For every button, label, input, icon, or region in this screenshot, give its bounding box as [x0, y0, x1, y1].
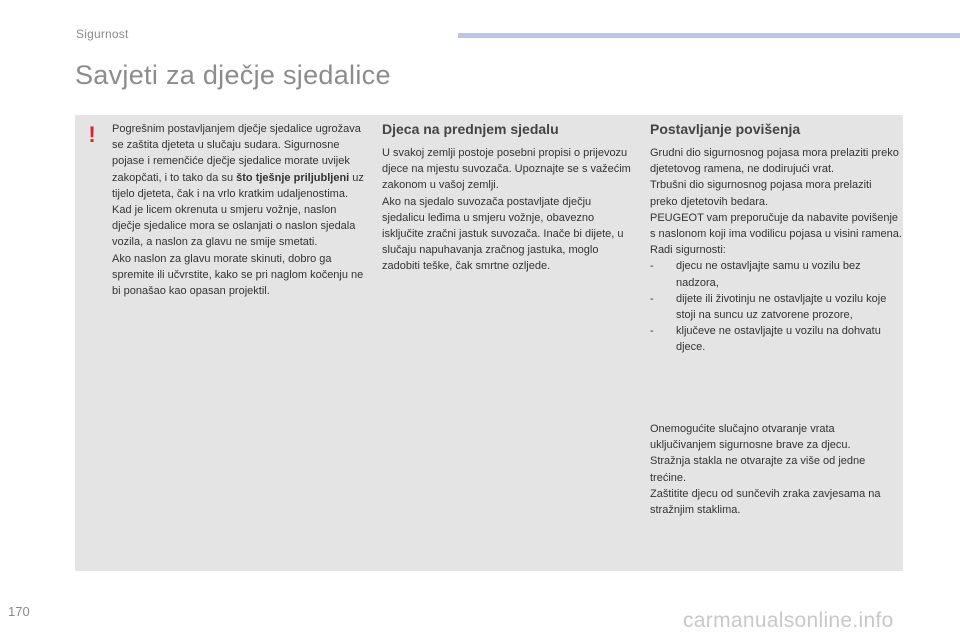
booster-text [650, 145, 902, 356]
page-title: Savjeti za dječje sjedalice [75, 60, 391, 90]
exclamation-icon: ! [88, 122, 96, 147]
list-item: - ključeve ne ostavljajte u vozilu na dohvatu djece. [650, 325, 881, 354]
booster-paragraph-3: PEUGEOT vam preporučuje da nabavite povišenje s naslonom koji ima vodilicu pojasa u visini ramena. [650, 211, 902, 241]
child-lock-paragraph-1: Onemogućite slučajno otvaranje vrata uključivanjem sigurnosne brave za djecu. [650, 423, 851, 452]
watermark: carmanualsonline.info [683, 609, 894, 632]
warning-paragraph-1: Pogrešnim postavljanjem dječje sjedalice ugrožava se zaštita djeteta u slučaju sudara. Sigurnosne pojase i remenčiće dječje sjedalice morate uvijek zakopčati, i to tako da su što tješnje priljubljeni uz tijelo djeteta, čak i na vrlo kratkim udaljenostima. Kad je licem okrenuta u smjeru vožnje, naslon dječje sjedalice mora se oslanjati o naslon sjedala vozila, a naslon za glavu ne smije smetati. [112, 123, 364, 249]
front-seat-paragraph-1: U svakoj zemlji postoje posebni propisi o prijevozu djece na mjestu suvozača. Upoznajte se s važećim zakonom u vašoj zemlji. [382, 147, 631, 192]
warning-emphasis: što tješnje priljubljeni [236, 171, 350, 184]
warning-text [112, 121, 368, 299]
header-bar [458, 33, 960, 38]
warning-paragraph-2: Ako naslon za glavu morate skinuti, dobro ga spremite ili učvrstite, kako se pri naglom kočenju ne bi ponašao kao opasan projektil. [112, 252, 364, 298]
booster-paragraph-2: Trbušni dio sigurnosnog pojasa mora prelaziti preko djetetovih bedara. [650, 179, 872, 208]
safety-list [650, 258, 902, 355]
front-seat-text [382, 145, 634, 275]
front-seat-paragraph-2: Ako na sjedalo suvozača postavljate dječju sjedalicu leđima u smjeru vožnje, obavezno isključite zračni jastuk suvozača. Inače bi dijete, u slučaju napuhavanja zračnog jastuka, moglo zadobiti teške, čak smrtne ozljede. [382, 195, 624, 273]
child-lock-paragraph-2: Stražnja stakla ne otvarajte za više od jedne trećine. [650, 455, 866, 484]
page-number: 170 [8, 604, 30, 619]
child-lock-paragraph-3: Zaštitite djecu od sunčevih zraka zavjesama na stražnjim staklima. [650, 487, 881, 517]
booster-heading: Postavljanje povišenja [650, 121, 801, 137]
child-lock-text [650, 421, 902, 518]
list-item: - djecu ne ostavljajte samu u vozilu bez nadzora, [650, 260, 861, 289]
list-item: - dijete ili životinju ne ostavljajte u vozilu koje stoji na suncu uz zatvorene prozore, [650, 292, 887, 322]
section-label: Sigurnost [76, 27, 129, 41]
booster-paragraph-1: Grudni dio sigurnosnog pojasa mora prelaziti preko djetetovog ramena, ne dodirujući vrat. [650, 147, 899, 176]
front-seat-heading: Djeca na prednjem sjedalu [382, 121, 559, 137]
booster-paragraph-4: Radi sigurnosti: [650, 244, 726, 257]
